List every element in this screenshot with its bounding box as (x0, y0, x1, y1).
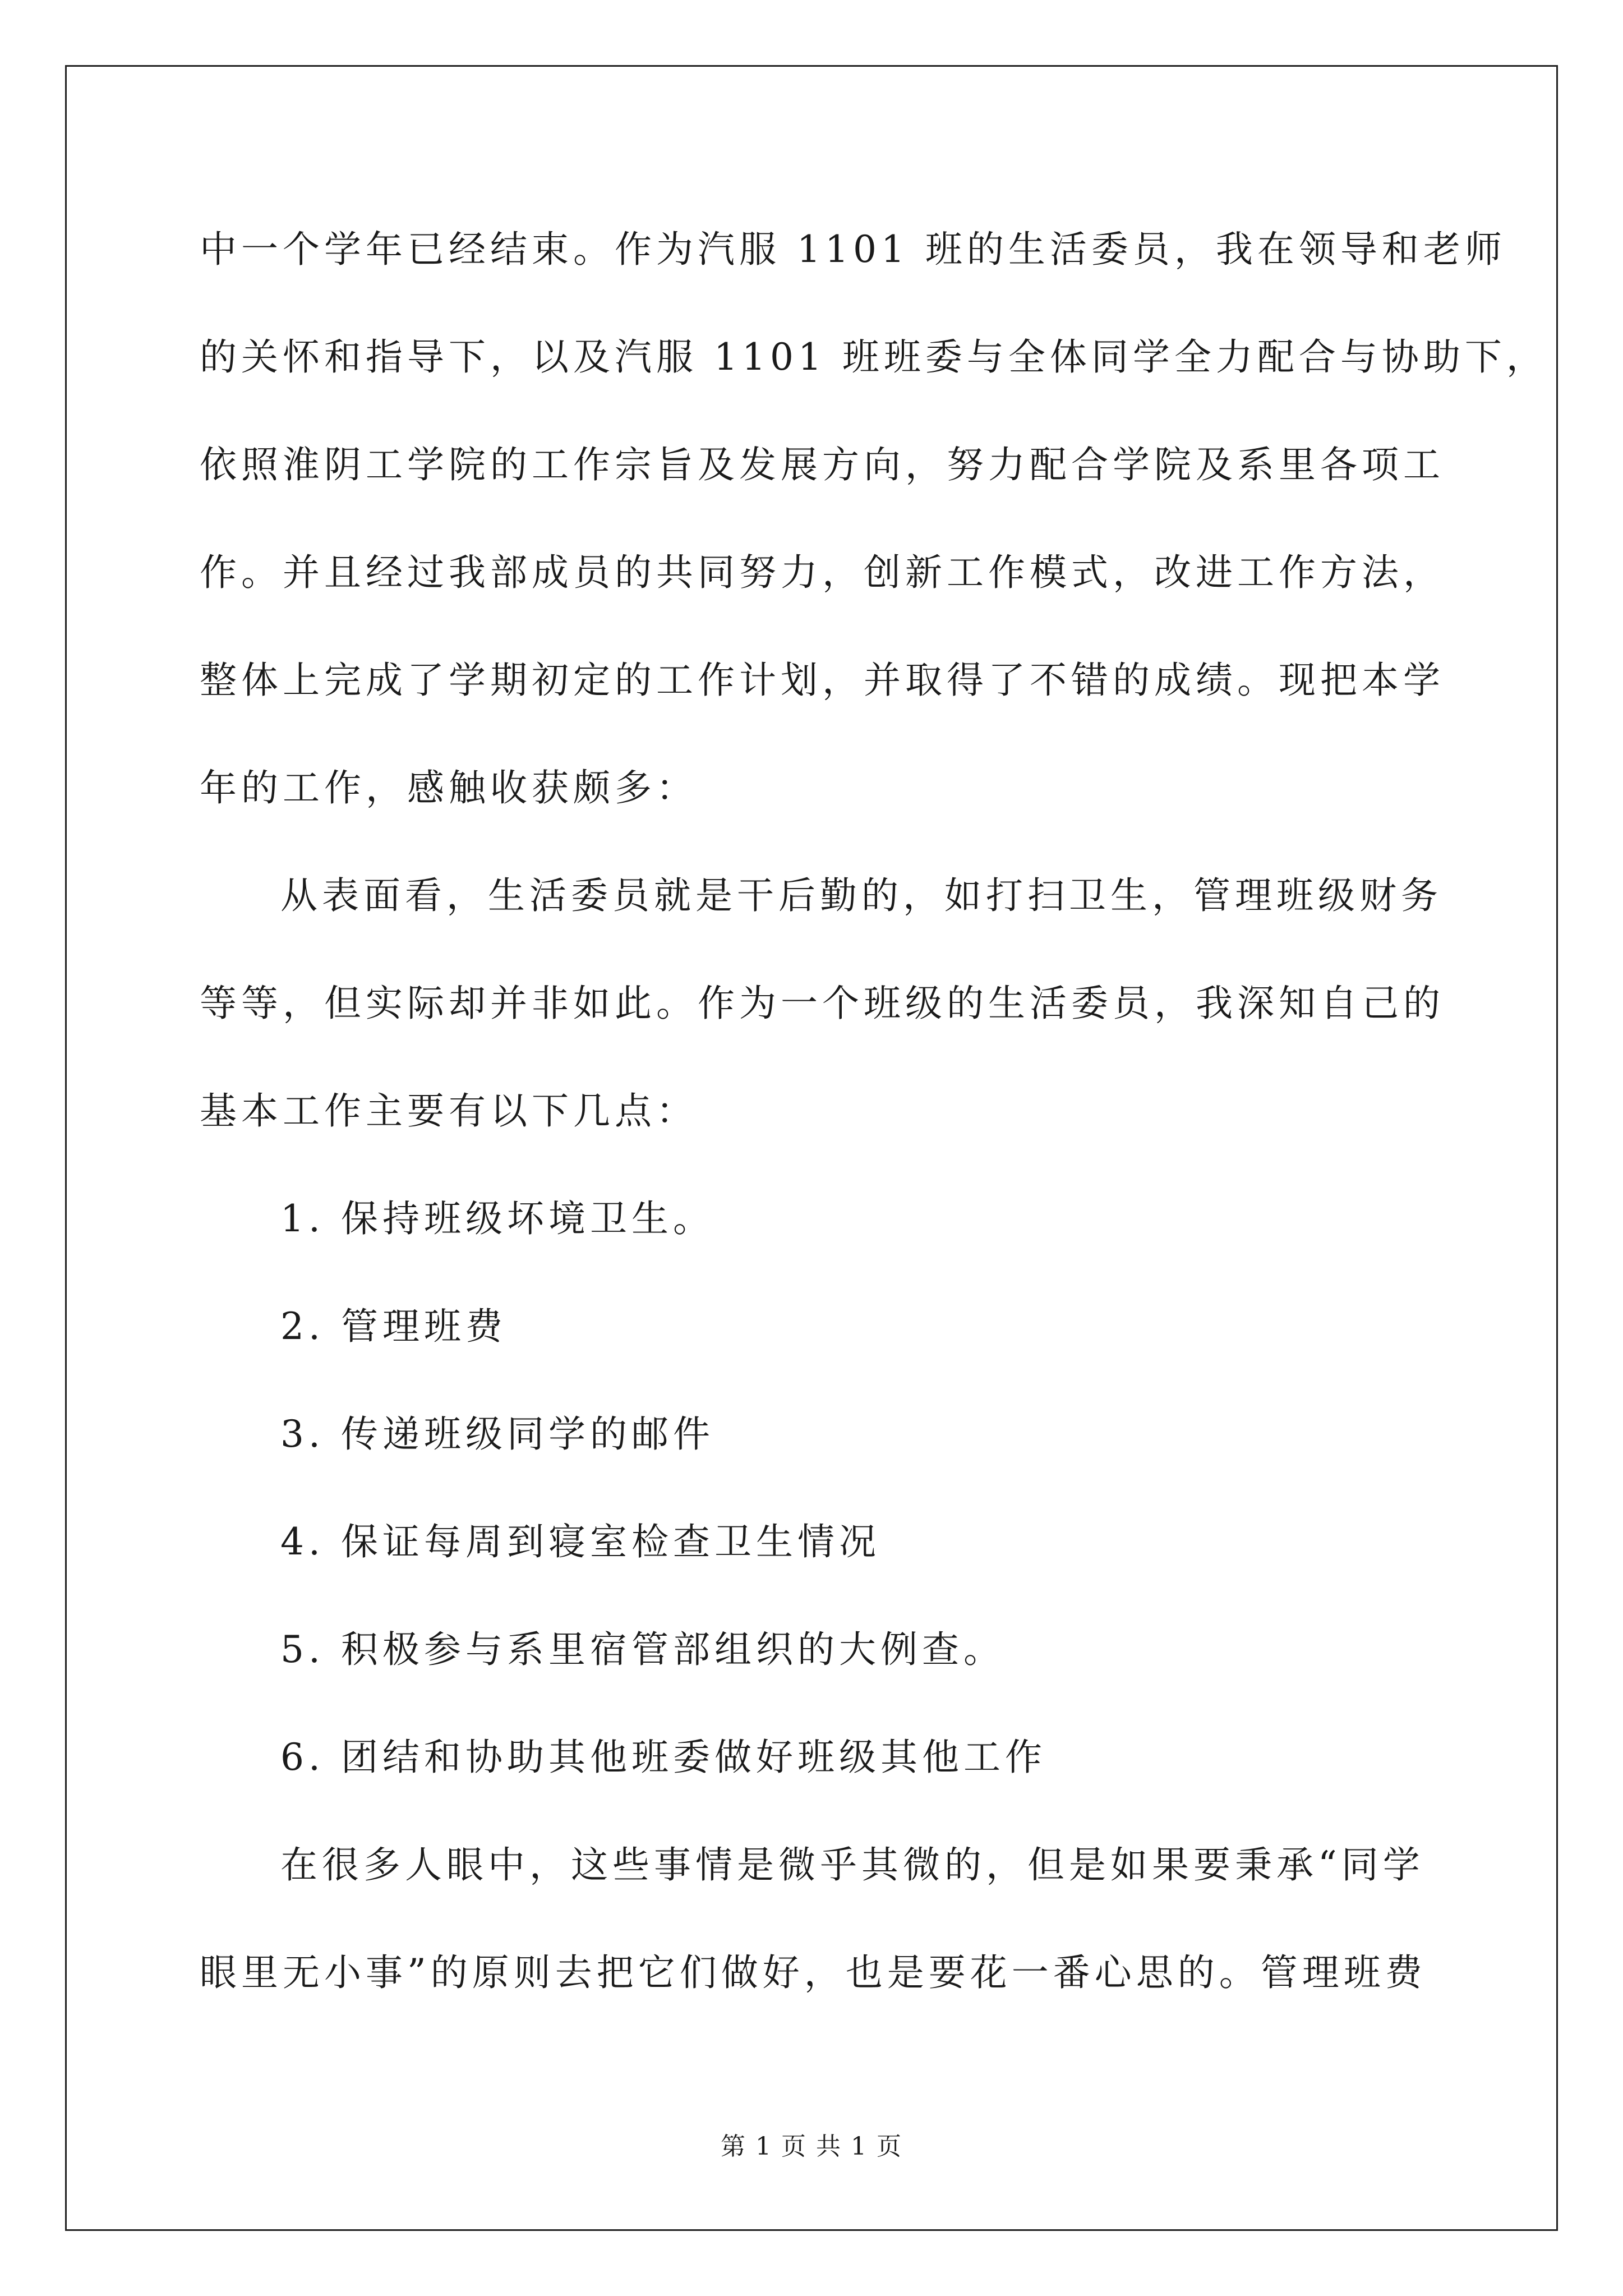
paragraph-start-line: 从表面看，生活委员就是干后勤的，如打扫卫生，管理班级财务 (280, 874, 1442, 917)
text-line: 年的工作，感触收获颇多： (200, 766, 698, 809)
text-line: 依照淮阴工学院的工作宗旨及发展方向，努力配合学院及系里各项工 (200, 443, 1445, 486)
text-line: 基本工作主要有以下几点： (200, 1089, 698, 1133)
list-item: 5. 积极参与系里宿管部组织的大例查。 (280, 1628, 1005, 1671)
list-item: 6. 团结和协助其他班委做好班级其他工作 (280, 1736, 1046, 1779)
document-body (200, 219, 1548, 2050)
list-item: 3. 传递班级同学的邮件 (280, 1412, 714, 1456)
text-line: 中一个学年已经结束。作为汽服 1101 班的生活委员，我在领导和老师 (200, 228, 1506, 271)
text-line: 眼里无小事”的原则去把它们做好，也是要花一番心思的。管理班费 (200, 1951, 1427, 1994)
text-line: 的关怀和指导下，以及汽服 1101 班班委与全体同学全力配合与协助下， (200, 335, 1548, 379)
list-item: 4. 保证每周到寝室检查卫生情况 (280, 1520, 880, 1563)
text-line: 整体上完成了学期初定的工作计划，并取得了不错的成绩。现把本学 (200, 659, 1445, 702)
list-item: 1. 保持班级坏境卫生。 (280, 1197, 714, 1240)
page-footer: 第 1 页 共 1 页 (721, 2132, 902, 2161)
text-line: 等等，但实际却并非如此。作为一个班级的生活委员，我深知自己的 (200, 982, 1445, 1025)
list-item: 2. 管理班费 (280, 1305, 507, 1348)
text-line: 作。并且经过我部成员的共同努力，创新工作模式，改进工作方法， (200, 551, 1445, 594)
paragraph-start-line: 在很多人眼中，这些事情是微乎其微的，但是如果要秉承“同学 (280, 1843, 1424, 1887)
